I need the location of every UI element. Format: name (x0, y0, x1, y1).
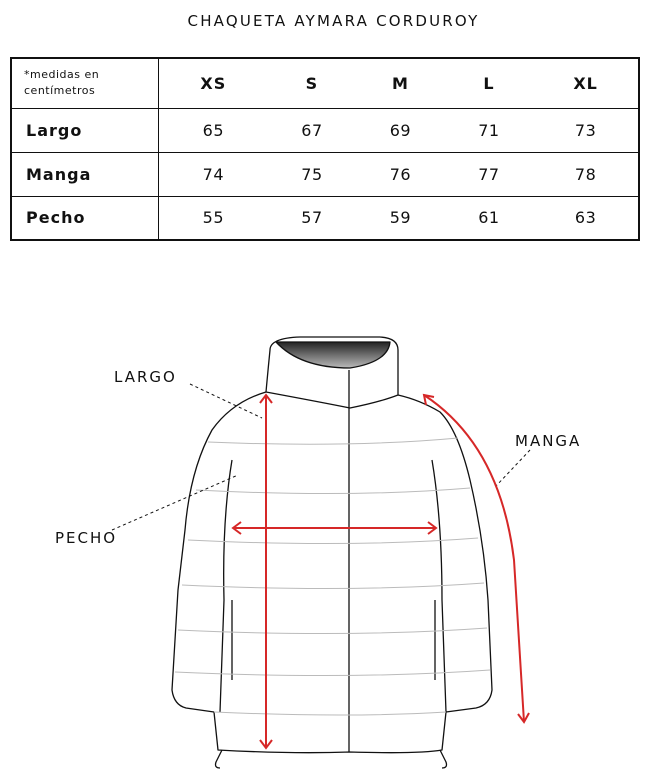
table-cell: 55 (159, 196, 268, 240)
table-cell: 77 (445, 152, 533, 196)
jacket-outline (172, 337, 492, 768)
units-note-line2: centímetros (24, 84, 96, 98)
manga-label: MANGA (515, 432, 582, 450)
table-cell: 73 (533, 108, 639, 152)
units-note-line1: *medidas en (24, 68, 100, 82)
largo-leader (190, 384, 262, 418)
page-title: CHAQUETA AYMARA CORDUROY (187, 12, 480, 30)
table-cell: 76 (356, 152, 444, 196)
size-header-xs: XS (159, 58, 268, 108)
size-table (10, 57, 640, 241)
pecho-label: PECHO (55, 529, 118, 547)
size-header-l: L (445, 58, 533, 108)
table-cell: 67 (268, 108, 356, 152)
pecho-leader (112, 475, 238, 530)
largo-label: LARGO (114, 368, 177, 386)
table-cell: 78 (533, 152, 639, 196)
table-row-largo (11, 108, 639, 152)
leader-lines (112, 384, 530, 530)
table-row-manga (11, 152, 639, 196)
size-header-xl: XL (533, 58, 639, 108)
table-cell: 69 (356, 108, 444, 152)
size-header-s: S (268, 58, 356, 108)
table-cell: 65 (159, 108, 268, 152)
table-cell: 59 (356, 196, 444, 240)
size-header-m: M (356, 58, 444, 108)
table-cell: 61 (445, 196, 533, 240)
table-cell: 75 (268, 152, 356, 196)
measurement-arrows (233, 395, 529, 748)
row-label-pecho: Pecho (11, 196, 159, 240)
table-cell: 71 (445, 108, 533, 152)
table-cell: 57 (268, 196, 356, 240)
table-cell: 74 (159, 152, 268, 196)
jacket-measurement-diagram (0, 270, 667, 777)
units-note (11, 58, 159, 108)
table-header-row (11, 58, 639, 108)
table-row-pecho (11, 196, 639, 240)
collar-inner (276, 342, 390, 368)
manga-leader (496, 450, 530, 486)
row-label-manga: Manga (11, 152, 159, 196)
row-label-largo: Largo (11, 108, 159, 152)
right-drawcord (440, 750, 447, 768)
table-cell: 63 (533, 196, 639, 240)
quilt-lines (175, 438, 490, 715)
left-drawcord (216, 750, 223, 768)
